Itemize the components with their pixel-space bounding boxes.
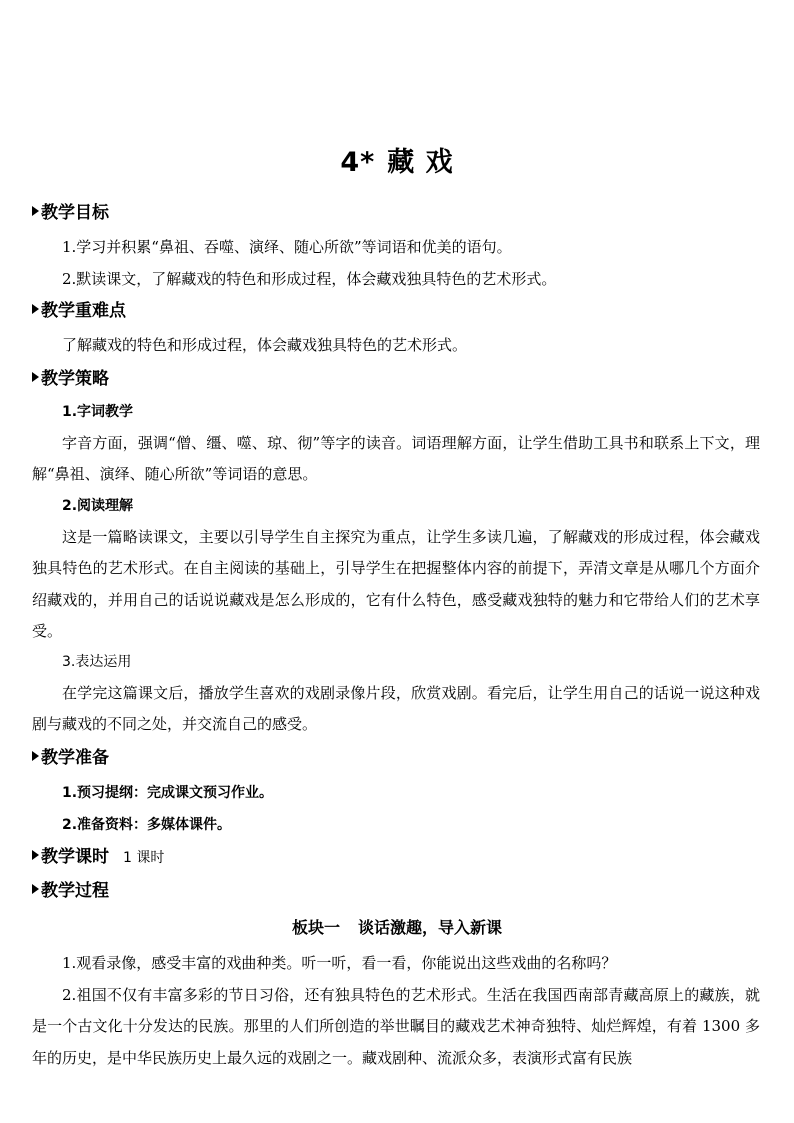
hours-heading: 教学课时 1 课时 bbox=[32, 845, 164, 870]
key-points-text: 了解藏戏的特色和形成过程，体会藏戏独具特色的艺术形式。 bbox=[62, 336, 468, 354]
process-item: 1.观看录像，感受丰富的戏曲种类。听一听，看一看，你能说出这些戏曲的名称吗？ bbox=[62, 954, 617, 972]
strategy-text-vocabulary: 字音方面，强调“僧、缰、噬、琼、彻”等字的读音。词语理解方面，让学生借助工具书和联系上下文，理解“鼻祖、演绎、随心所欲”等词语的意思。 bbox=[32, 434, 760, 484]
prep-item: 2.准备资料：多媒体课件。 bbox=[62, 817, 232, 833]
block-one-label: 板块一 bbox=[291, 918, 340, 937]
process-heading: 教学过程 bbox=[32, 879, 109, 903]
goal-item: 2.默读课文，了解藏戏的特色和形成过程，体会藏戏独具特色的艺术形式。 bbox=[62, 270, 557, 288]
prep-heading: 教学准备 bbox=[32, 746, 109, 770]
goal-item: 1.学习并积累“鼻祖、吞噬、演绎、随心所欲”等词语和优美的语句。 bbox=[62, 238, 512, 256]
process-item: 2.祖国不仅有丰富多彩的节日习俗，还有独具特色的艺术形式。生活在我国西南部青藏高原上的藏族，就是一个古文化十分发达的民族。那里的人们所创造的举世瞩目的藏戏艺术神奇独特、灿烂辉煌，有着 1300 多年的历史，是中华民族历史上最久远的戏剧之一。藏戏剧种、流派众多，表演形式富有民族 bbox=[32, 986, 760, 1067]
key-points-heading: 教学重难点 bbox=[32, 299, 126, 323]
strategy-subtitle-reading: 2.阅读理解 bbox=[62, 498, 134, 514]
strategy-heading: 教学策略 bbox=[32, 367, 109, 391]
goals-heading: 教学目标 bbox=[32, 201, 109, 225]
strategy-text-expression: 在学完这篇课文后，播放学生喜欢的戏剧录像片段，欣赏戏剧。看完后，让学生用自己的话说一说这种戏剧与藏戏的不同之处，并交流自己的感受。 bbox=[32, 684, 760, 734]
triangle-bullet-icon bbox=[32, 304, 39, 314]
block-one-title bbox=[0, 916, 794, 940]
lesson-title bbox=[0, 145, 794, 181]
prep-item: 1.预习提纲：完成课文预习作业。 bbox=[62, 785, 274, 801]
lesson-number: 4* bbox=[340, 147, 376, 178]
triangle-bullet-icon bbox=[32, 884, 39, 894]
lesson-name: 藏 戏 bbox=[387, 147, 454, 178]
strategy-text-reading: 这是一篇略读课文，主要以引导学生自主探究为重点，让学生多读几遍，了解藏戏的形成过程，体会藏戏独具特色的艺术形式。在自主阅读的基础上，引导学生在把握整体内容的前提下，弄清文章是从哪几个方面介绍藏戏的，并用自己的话说说藏戏是怎么形成的，它有什么特色，感受藏戏独特的魅力和它带给人们的艺术享受。 bbox=[32, 528, 760, 641]
triangle-bullet-icon bbox=[32, 751, 39, 761]
block-one-text: 谈话激趣，导入新课 bbox=[358, 918, 503, 937]
strategy-subtitle-vocabulary: 1.字词教学 bbox=[62, 404, 134, 420]
strategy-subtitle-expression: 3.表达运用 bbox=[62, 654, 132, 670]
triangle-bullet-icon bbox=[32, 850, 39, 860]
triangle-bullet-icon bbox=[32, 372, 39, 382]
hours-value: 1 课时 bbox=[123, 850, 165, 866]
triangle-bullet-icon bbox=[32, 206, 39, 216]
